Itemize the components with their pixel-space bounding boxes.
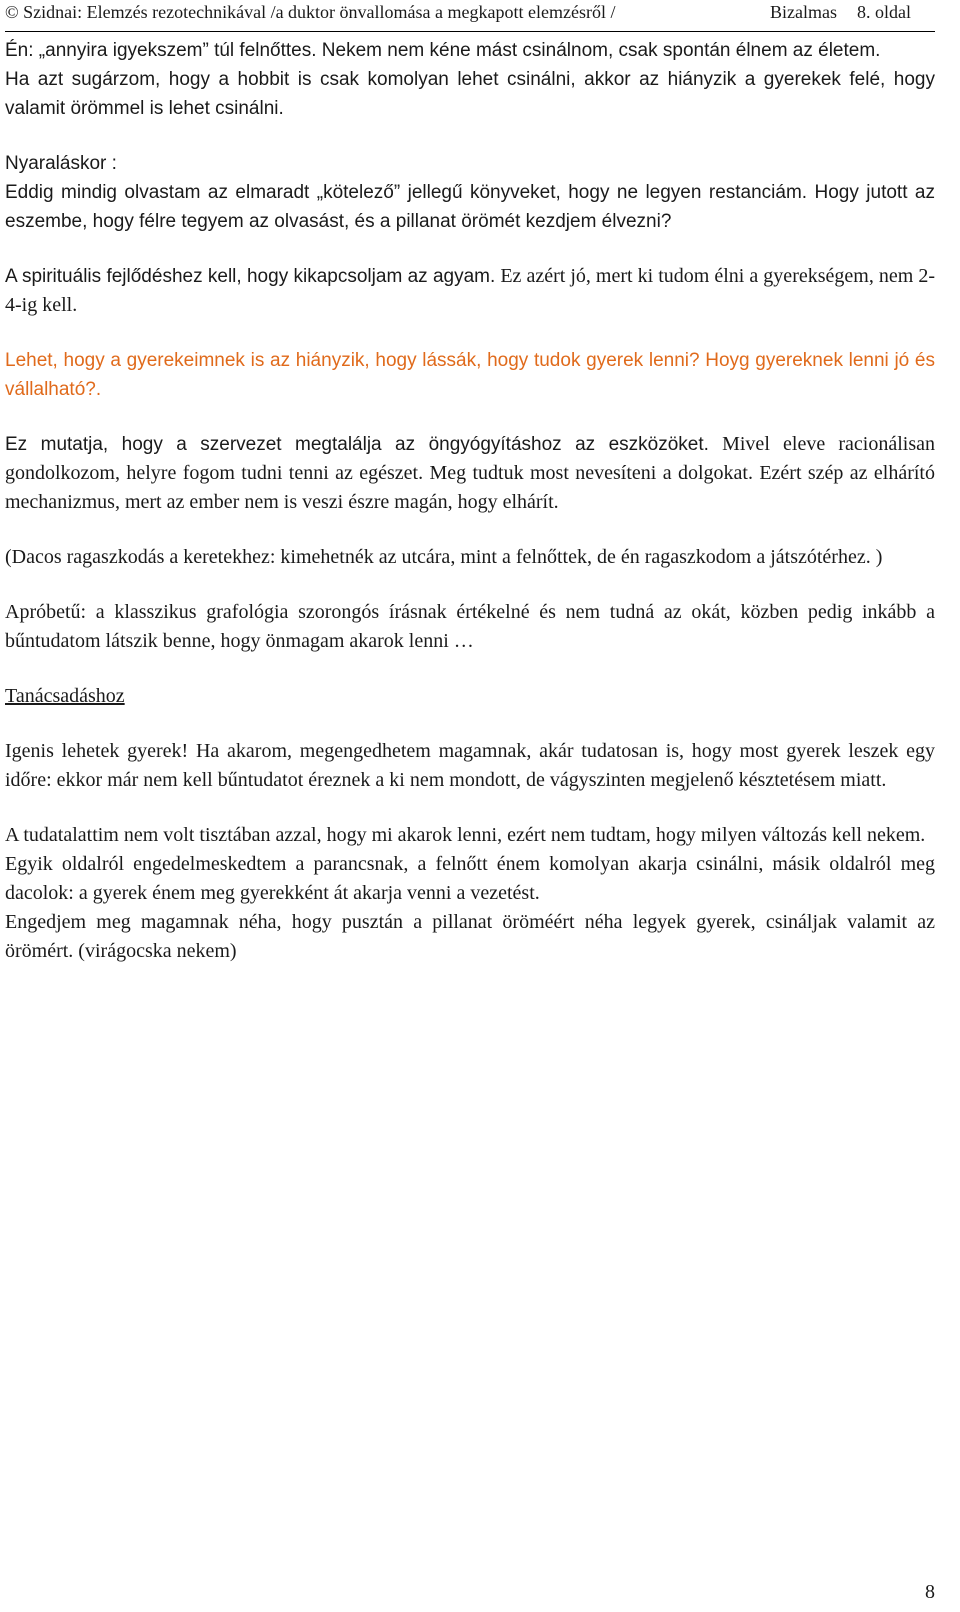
heading-tanacsadashoz: Tanácsadáshoz [5, 685, 125, 707]
paragraph-szervezet-b: Mivel eleve racionálisan gondolkozom, helyre fogom tudni tenni az egészet. Meg tudtuk most nevesíteni a dolgokat. Ezért szép az elhárító mechanizmus, mert az ember nem is veszi észre magán, hogy elhárít. [5, 433, 935, 513]
paragraph-hobbi: Ha azt sugárzom, hogy a hobbit is csak komolyan lehet csinálni, akkor az hiányzik a gyerekek felé, hogy valamit örömmel is lehet csinálni. [5, 69, 935, 119]
paragraph-en: Én: „annyira igyekszem” túl felnőttes. Nekem nem kéne mást csinálnom, csak spontán élnem az életem. [5, 40, 881, 61]
paragraph-igenis: Igenis lehetek gyerek! Ha akarom, megengedhetem magamnak, akár tudatosan is, hogy most gyerek leszek egy időre: ekkor már nem kell bűntudatot éreznek a ki nem mondott, de vágyszinten megjelenő késztetésem miatt. [5, 740, 935, 791]
header-title: © Szidnai: Elemzés rezotechnikával /a duktor önvallomása a megkapott elemzésről / [5, 2, 616, 22]
paragraph-spiritualis-b: Ez azért jó, mert ki tudom élni a gyerekségem, nem 2-4-ig kell. [5, 265, 935, 316]
page-header [5, 0, 935, 32]
header-page-ref: 8. oldal [857, 2, 911, 22]
paragraph-egyik-oldalrol: Egyik oldalról engedelmeskedtem a parancsnak, a felnőtt énem komolyan akarja csinálni, másik oldalról meg dacolok: a gyerek énem meg gyerekként át akarja venni a vezetést. [5, 853, 935, 904]
paragraph-engedjem: Engedjem meg magamnak néha, hogy pusztán a pillanat öröméért néha legyek gyerek, csináljak valamit az örömért. (virágocska nekem) [5, 911, 935, 962]
paragraph-aprobetu: Apróbetű: a klasszikus grafológia szorongós írásnak értékelné és nem tudná az okát, közben pedig inkább a bűntudatom látszik benne, hogy önmagam akarok lenni … [5, 601, 935, 652]
paragraph-spiritualis [5, 262, 935, 320]
paragraph-tudatalattim: A tudatalattim nem volt tisztában azzal, hogy mi akarok lenni, ezért nem tudtam, hogy milyen változás kell nekem. [5, 824, 926, 846]
heading-nyaralaskor: Nyaraláskor : [5, 153, 117, 174]
document-body [5, 36, 935, 966]
header-confidential: Bizalmas [770, 2, 837, 22]
paragraph-szervezet [5, 430, 935, 517]
paragraph-dacos: (Dacos ragaszkodás a keretekhez: kimehetnék az utcára, mint a felnőttek, de én ragaszkodom a játszótérhez. ) [5, 546, 883, 568]
page-number: 8 [925, 1581, 935, 1603]
paragraph-highlighted: Lehet, hogy a gyerekeimnek is az hiányzik, hogy lássák, hogy tudok gyerek lenni? Hoyg gyereknek lenni jó és vállalható?. [5, 350, 935, 400]
paragraph-nyaralaskor: Eddig mindig olvastam az elmaradt „kötelező” jellegű könyveket, hogy ne legyen restanciám. Hogy jutott az eszembe, hogy félre tegyem az olvasást, és a pillanat örömét kezdjem élvezni? [5, 182, 935, 232]
paragraph-spiritualis-a: A spirituális fejlődéshez kell, hogy kikapcsoljam az agyam. [5, 266, 496, 287]
paragraph-szervezet-a: Ez mutatja, hogy a szervezet megtalálja az öngyógyításhoz az eszközöket. [5, 434, 709, 455]
